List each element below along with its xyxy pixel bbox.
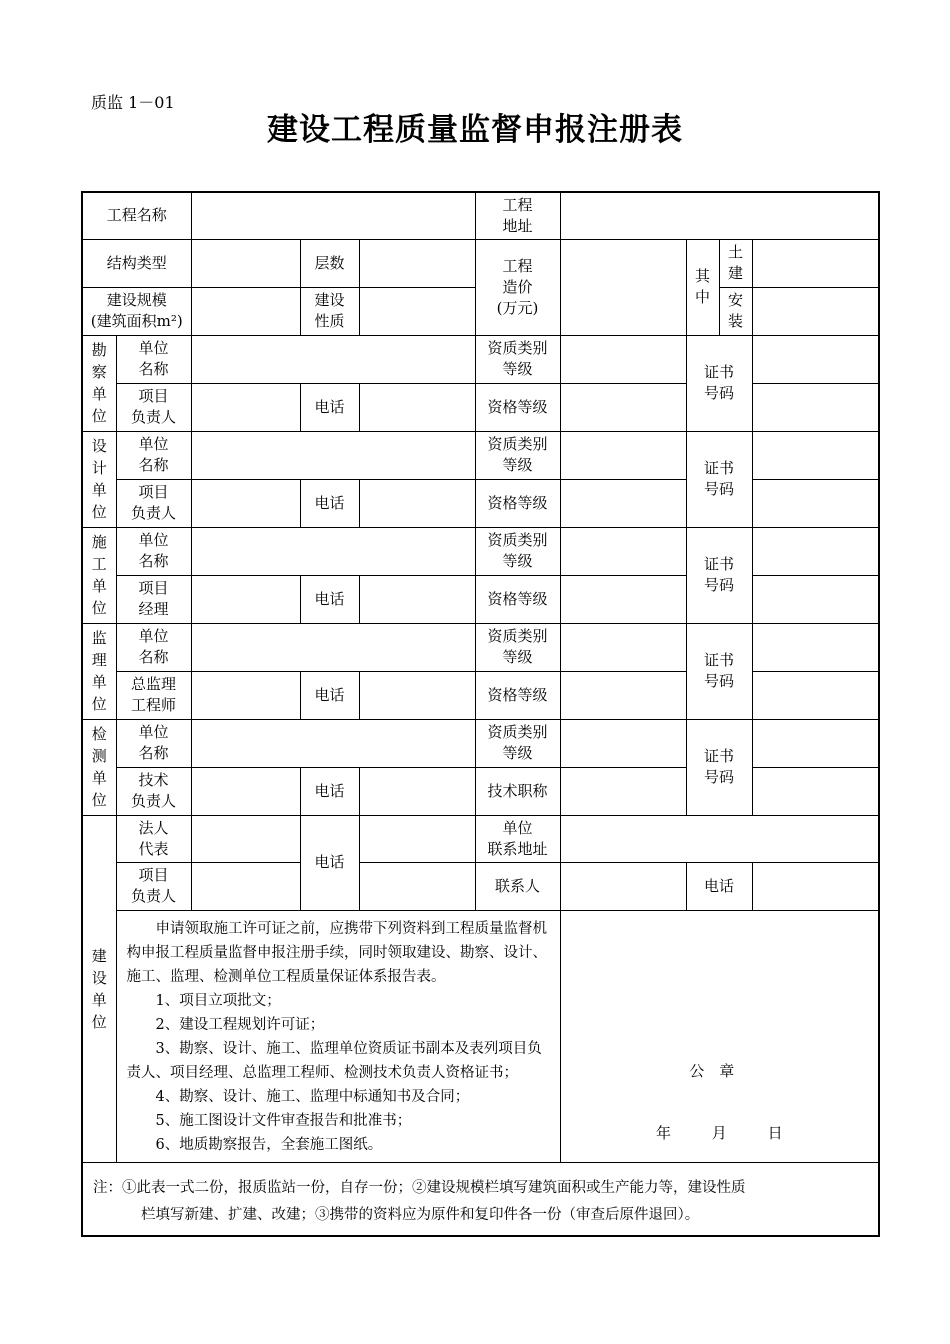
notice-item: 1、项目立项批文； — [155, 992, 281, 1009]
contact-address-label: 单位 联系地址 — [475, 815, 560, 862]
registration-form-table — [81, 191, 880, 1237]
notes-line-1: ①此表一式二份，报质监站一份，自存一份；②建设规模栏填写建筑面积或生产能力等，建设性质 — [122, 1179, 746, 1196]
official-seal-label: 公章 — [689, 1061, 750, 1080]
structure-type-label: 结构类型 — [82, 239, 191, 287]
phone-label: 电话 — [300, 767, 359, 815]
project-name-field[interactable] — [191, 192, 475, 239]
construction-unit-certificate-field[interactable] — [752, 527, 879, 575]
survey-unit-section-label: 勘察单位 — [91, 341, 107, 425]
design-phone-field[interactable] — [359, 479, 475, 527]
project-manager-label: 项目 经理 — [116, 575, 191, 623]
design-qualification-field[interactable] — [560, 431, 686, 479]
application-notice — [116, 910, 560, 1162]
project-cost-field[interactable] — [560, 239, 686, 335]
structure-type-field[interactable] — [191, 239, 300, 287]
construction-qualification-field[interactable] — [560, 527, 686, 575]
construction-unit-name-field[interactable] — [191, 527, 475, 575]
notice-item: 5、施工图设计文件审查报告和批准书； — [155, 1112, 412, 1129]
owner-phone-field-2[interactable] — [359, 862, 475, 910]
year-label: 年 — [655, 1123, 671, 1142]
technical-title-label: 技术职称 — [475, 767, 560, 815]
qualification-label: 资质类别 等级 — [475, 335, 560, 383]
unit-name-label: 单位 名称 — [116, 527, 191, 575]
supervision-grade-field[interactable] — [560, 671, 686, 719]
notice-intro: 申请领取施工许可证之前，应携带下列资料到工程质量监督机构申报工程质量监督申报注册手续，同时领取建设、勘察、设计、施工、监理、检测单位工程质量保证体系报告表。 — [126, 920, 547, 985]
contact-phone-label: 电话 — [686, 862, 752, 910]
qualification-label: 资质类别 等级 — [475, 431, 560, 479]
survey-phone-field[interactable] — [359, 383, 475, 431]
person-in-charge-label: 项目 负责人 — [116, 479, 191, 527]
legal-rep-field[interactable] — [191, 815, 300, 862]
construction-nature-field[interactable] — [359, 287, 475, 335]
project-name-label: 工程名称 — [82, 192, 191, 239]
install-label: 安 装 — [719, 287, 752, 335]
design-unit-name-field[interactable] — [191, 431, 475, 479]
page-title: 建设工程质量监督申报注册表 — [267, 112, 683, 148]
supervision-person-certificate-field[interactable] — [752, 671, 879, 719]
construction-person-field[interactable] — [191, 575, 300, 623]
grade-label: 资格等级 — [475, 575, 560, 623]
notice-item: 6、地质勘察报告，全套施工图纸。 — [155, 1136, 383, 1153]
testing-person-field[interactable] — [191, 767, 300, 815]
testing-qualification-field[interactable] — [560, 719, 686, 767]
construction-person-certificate-field[interactable] — [752, 575, 879, 623]
civil-cost-field[interactable] — [752, 239, 879, 287]
design-person-certificate-field[interactable] — [752, 479, 879, 527]
contact-address-field[interactable] — [560, 815, 879, 862]
unit-name-label: 单位 名称 — [116, 431, 191, 479]
testing-title-field[interactable] — [560, 767, 686, 815]
phone-label: 电话 — [300, 575, 359, 623]
survey-unit-certificate-field[interactable] — [752, 335, 879, 383]
unit-name-label: 单位 名称 — [116, 335, 191, 383]
document-code: 质监 1－01 — [91, 93, 175, 112]
owner-unit-section-label: 建设单位 — [91, 946, 107, 1031]
notice-item: 2、建设工程规划许可证； — [155, 1016, 325, 1033]
grade-label: 资格等级 — [475, 479, 560, 527]
technical-head-label: 技术 负责人 — [116, 767, 191, 815]
owner-phone-field-1[interactable] — [359, 815, 475, 862]
supervision-unit-section-label: 监理单位 — [91, 629, 107, 713]
supervision-qualification-field[interactable] — [560, 623, 686, 671]
day-label: 日 — [767, 1123, 783, 1142]
survey-qualification-field[interactable] — [560, 335, 686, 383]
chief-supervisor-label: 总监理 工程师 — [116, 671, 191, 719]
phone-label: 电话 — [300, 479, 359, 527]
certificate-number-label: 证书 号码 — [686, 335, 752, 431]
supervision-person-field[interactable] — [191, 671, 300, 719]
of-which-label: 其 中 — [686, 239, 719, 335]
construction-grade-field[interactable] — [560, 575, 686, 623]
phone-label: 电话 — [300, 383, 359, 431]
install-cost-field[interactable] — [752, 287, 879, 335]
floors-field[interactable] — [359, 239, 475, 287]
testing-unit-section-label: 检测单位 — [91, 725, 107, 809]
construction-nature-label: 建设 性质 — [300, 287, 359, 335]
certificate-number-label: 证书 号码 — [686, 623, 752, 719]
construction-unit-section-label: 施工单位 — [91, 533, 107, 617]
project-address-label: 工程 地址 — [475, 192, 560, 239]
owner-pm-field[interactable] — [191, 862, 300, 910]
survey-grade-field[interactable] — [560, 383, 686, 431]
owner-pm-label: 项目 负责人 — [116, 862, 191, 910]
civil-label: 土 建 — [719, 239, 752, 287]
certificate-number-label: 证书 号码 — [686, 527, 752, 623]
person-in-charge-label: 项目 负责人 — [116, 383, 191, 431]
survey-unit-name-field[interactable] — [191, 335, 475, 383]
floors-label: 层数 — [300, 239, 359, 287]
construction-scale-label: 建设规模 (建筑面积m²) — [82, 287, 191, 335]
testing-unit-certificate-field[interactable] — [752, 719, 879, 767]
notice-item: 3、勘察、设计、施工、监理单位资质证书副本及表列项目负责人、项目经理、总监理工程师、检测技术负责人资格证书； — [126, 1040, 542, 1081]
qualification-label: 资质类别 等级 — [475, 719, 560, 767]
testing-unit-name-field[interactable] — [191, 719, 475, 767]
construction-scale-field[interactable] — [191, 287, 300, 335]
certificate-number-label: 证书 号码 — [686, 431, 752, 527]
contact-phone-field[interactable] — [752, 862, 879, 910]
unit-name-label: 单位 名称 — [116, 623, 191, 671]
testing-person-certificate-field[interactable] — [752, 767, 879, 815]
notes-prefix: 注： — [93, 1179, 122, 1196]
phone-label: 电话 — [300, 671, 359, 719]
qualification-label: 资质类别 等级 — [475, 623, 560, 671]
owner-phone-label: 电话 — [300, 815, 359, 910]
construction-phone-field[interactable] — [359, 575, 475, 623]
contact-person-label: 联系人 — [475, 862, 560, 910]
project-cost-label: 工程 造价 (万元) — [475, 239, 560, 335]
date-line — [561, 1123, 879, 1144]
grade-label: 资格等级 — [475, 671, 560, 719]
design-grade-field[interactable] — [560, 479, 686, 527]
notes-line-2: 栏填写新建、扩建、改建；③携带的资料应为原件和复印件各一份（审查后原件退回）。 — [141, 1206, 700, 1223]
testing-phone-field[interactable] — [359, 767, 475, 815]
survey-person-field[interactable] — [191, 383, 300, 431]
survey-person-certificate-field[interactable] — [752, 383, 879, 431]
notes-cell — [82, 1162, 879, 1236]
design-unit-certificate-field[interactable] — [752, 431, 879, 479]
legal-rep-label: 法人 代表 — [116, 815, 191, 862]
contact-person-field[interactable] — [560, 862, 686, 910]
unit-name-label: 单位 名称 — [116, 719, 191, 767]
notice-item: 4、勘察、设计、施工、监理中标通知书及合同； — [155, 1088, 470, 1105]
seal-area[interactable] — [560, 910, 879, 1162]
supervision-phone-field[interactable] — [359, 671, 475, 719]
design-person-field[interactable] — [191, 479, 300, 527]
design-unit-section-label: 设计单位 — [91, 437, 107, 521]
qualification-label: 资质类别 等级 — [475, 527, 560, 575]
grade-label: 资格等级 — [475, 383, 560, 431]
month-label: 月 — [711, 1123, 727, 1142]
supervision-unit-certificate-field[interactable] — [752, 623, 879, 671]
certificate-number-label: 证书 号码 — [686, 719, 752, 815]
project-address-field[interactable] — [560, 192, 879, 239]
supervision-unit-name-field[interactable] — [191, 623, 475, 671]
